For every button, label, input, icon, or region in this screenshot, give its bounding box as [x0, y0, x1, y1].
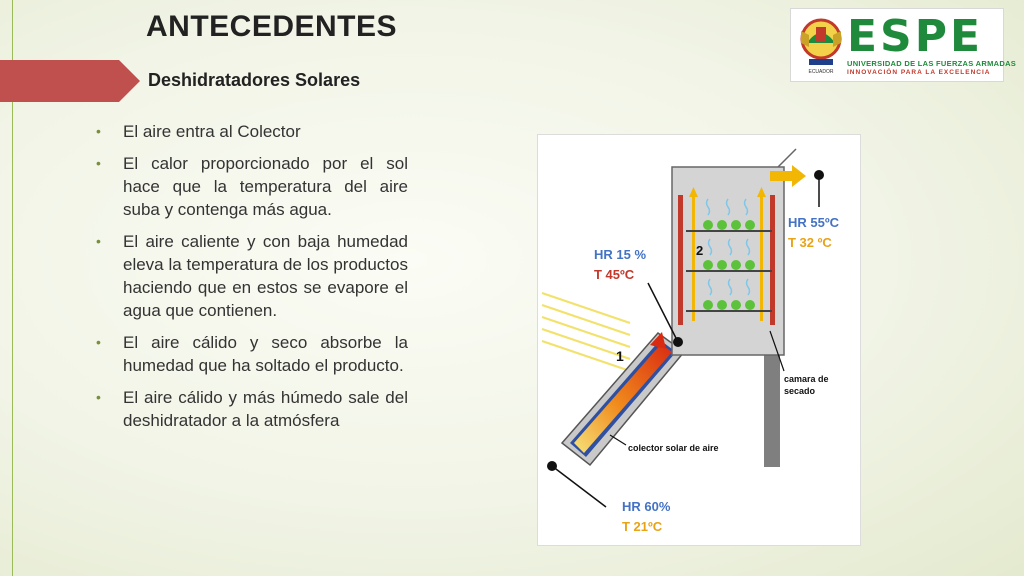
drying-chamber	[672, 167, 784, 355]
emblem-caption: ECUADOR	[808, 69, 834, 75]
bullet-item: • El aire entra al Colector	[96, 120, 408, 143]
chamber-marker-number: 2	[696, 243, 704, 258]
solar-dryer-diagram	[537, 134, 861, 546]
bullet-item: • El aire cálido y más húmedo sale del deshidratador a la atmósfera	[96, 386, 408, 432]
slide-title: ANTECEDENTES	[146, 10, 398, 43]
chamber-caption-line1: camara de	[784, 374, 829, 384]
chamber-support-leg	[764, 355, 780, 467]
espe-logo	[790, 8, 1017, 82]
outlet-temperature-label: T 32 ºC	[788, 235, 832, 250]
solar-dryer-illustration	[538, 135, 860, 545]
chamber-caption-line2: secado	[784, 386, 816, 396]
logo-wordmark: ESPE	[847, 11, 984, 62]
chamber-humidity-label: HR 15 %	[594, 247, 647, 262]
collector-caption: colector solar de aire	[628, 443, 719, 453]
collector-marker-number: 1	[616, 348, 624, 364]
bullet-item: • El calor proporcionado por el sol hace que la temperatura del aire suba y contenga más agua.	[96, 152, 408, 221]
logo-university-name: UNIVERSIDAD DE LAS FUERZAS ARMADAS	[847, 59, 1017, 68]
logo-tagline: INNOVACIÓN PARA LA EXCELENCIA	[847, 69, 991, 76]
university-emblem-icon	[797, 13, 845, 77]
chamber-temperature-label: T 45ºC	[594, 267, 635, 282]
slide-subtitle: Deshidratadores Solares	[148, 70, 361, 90]
bullet-item: • El aire cálido y seco absorbe la humedad que ha soltado el producto.	[96, 331, 408, 377]
bullet-item: • El aire caliente y con baja humedad eleva la temperatura de los productos haciendo que en estos se evapore el agua que contienen.	[96, 230, 408, 322]
outlet-humidity-label: HR 55ºC	[788, 215, 839, 230]
bullet-list	[96, 120, 408, 441]
chamber-vent-lid	[778, 149, 796, 167]
inlet-temperature-label: T 21ºC	[622, 519, 663, 534]
inlet-humidity-label: HR 60%	[622, 499, 671, 514]
title-arrow-shape	[0, 60, 140, 102]
